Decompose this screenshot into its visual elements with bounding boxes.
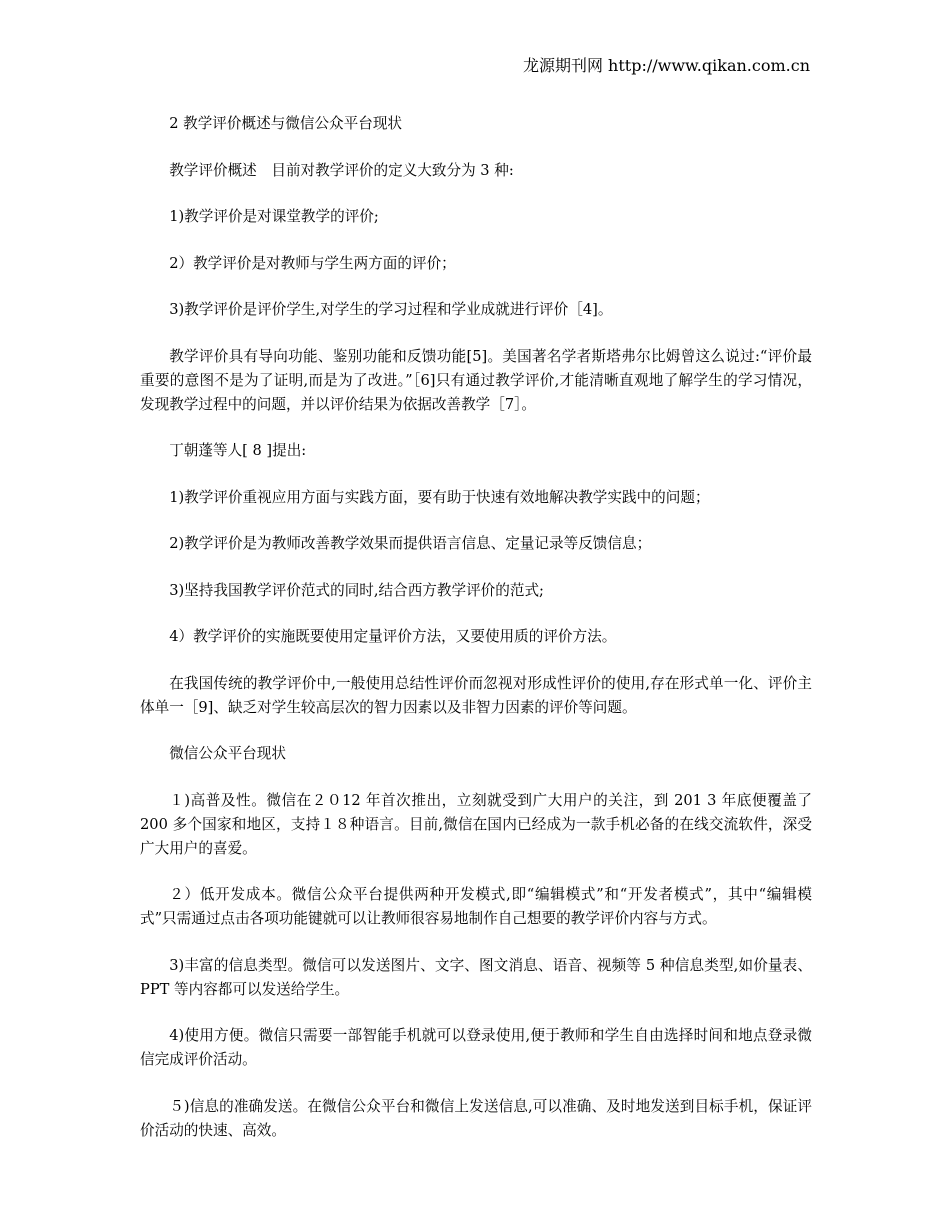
list-item: 1)教学评价重视应用方面与实践方面，要有助于快速有效地解决教学实践中的问题； xyxy=(169,488,710,506)
subsection-heading: 微信公众平台现状 xyxy=(169,745,286,762)
list-item: 1)教学评价是对课堂教学的评价; xyxy=(169,208,379,225)
list-item: ５)信息的准确发送。在微信公众平台和微信上发送信息,可以准确、及时地发送到目标手机，保证评价活动的快速、高效。 xyxy=(140,1097,812,1139)
subsection-intro: 教学评价概述 目前对教学评价的定义大致分为 3 种: xyxy=(169,161,514,179)
list-item: 2）教学评价是对教师与学生两方面的评价； xyxy=(169,254,456,272)
list-item: 4)使用方便。微信只需要一部智能手机就可以登录使用,便于教师和学生自由选择时间和地点登录微信完成评价活动。 xyxy=(140,1027,812,1068)
list-item: 3)坚持我国教学评价范式的同时,结合西方教学评价的范式; xyxy=(169,581,544,599)
article-body xyxy=(140,112,812,1165)
list-item: 2)教学评价是为教师改善教学效果而提供语言信息、定量记录等反馈信息； xyxy=(169,535,652,552)
body-paragraph: 丁朝蓬等人[ 8 ]提出: xyxy=(169,442,307,459)
site-header: 龙源期刊网 http://www.qikan.com.cn xyxy=(522,56,810,75)
list-item: 3)教学评价是评价学生,对学生的学习过程和学业成就进行评价［4]。 xyxy=(169,301,613,318)
list-item: 4）教学评价的实施既要使用定量评价方法，又要使用质的评价方法。 xyxy=(169,628,617,645)
list-item: 3)丰富的信息类型。微信可以发送图片、文字、图文消息、语音、视频等 5 种信息类型,如价量表、PPT 等内容都可以发送给学生。 xyxy=(140,956,812,998)
body-paragraph: 在我国传统的教学评价中,一般使用总结性评价而忽视对形成性评价的使用,存在形式单一化、评价主体单一［9]、缺乏对学生较高层次的智力因素以及非智力因素的评价等问题。 xyxy=(140,674,812,716)
section-heading: 2 教学评价概述与微信公众平台现状 xyxy=(169,115,403,132)
body-paragraph: 教学评价具有导向功能、鉴别功能和反馈功能[5]。美国著名学者斯塔弗尔比姆曾这么说过:“评价最重要的意图不是为了证明,而是为了改进。”［6]只有通过教学评价,才能清晰直观地了解学生的学习情况，发现教学过程中的问题，并以评价结果为依据改善教学［7］。 xyxy=(140,347,812,413)
list-item: ２）低开发成本。微信公众平台提供两种开发模式,即“编辑模式”和“开发者模式”，其中“编辑模式”只需通过点击各项功能键就可以让教师很容易地制作自己想要的教学评价内容与方式。 xyxy=(140,886,812,927)
list-item: １)高普及性。微信在２０12 年首次推出，立刻就受到广大用户的关注，到 201 3 年底便覆盖了 200 多个国家和地区，支持１８种语言。目前,微信在国内已经成为一款手机必备的在线交流软件，深受广大用户的喜爱。 xyxy=(140,791,812,857)
